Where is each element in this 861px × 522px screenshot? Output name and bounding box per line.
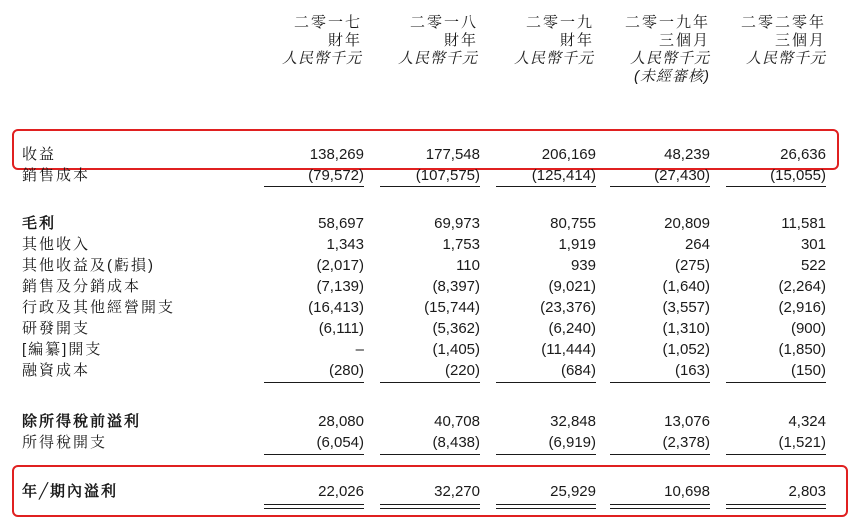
subtotal-rule — [264, 382, 364, 383]
cell-value: (16,413) — [308, 299, 364, 316]
cell-value: 20,809 — [664, 215, 710, 232]
row-label: 融資成本 — [22, 362, 91, 379]
cell-value: 58,697 — [318, 215, 364, 232]
table-row-redacted-expenses — [0, 340, 861, 360]
cell-value: (11,444) — [541, 341, 596, 358]
row-label: 除所得稅前溢利 — [22, 413, 142, 430]
cell-value: 10,698 — [664, 483, 710, 500]
table-row-profit-for-period — [0, 482, 861, 502]
cell-value: 264 — [684, 236, 710, 253]
cell-value: (2,916) — [778, 299, 826, 316]
cell-value: 177,548 — [425, 146, 480, 163]
header-line1: 二零二零年 — [740, 14, 826, 31]
cell-value: 138,269 — [309, 146, 364, 163]
header-unit: 人民幣千元 — [513, 50, 594, 67]
cell-value: 4,324 — [788, 413, 826, 430]
cell-value: (1,310) — [662, 320, 710, 337]
cell-value: 301 — [800, 236, 826, 253]
cell-value: 1,919 — [558, 236, 596, 253]
cell-value: 1,753 — [442, 236, 480, 253]
table-row-profit-before-tax — [0, 412, 861, 432]
header-line2: 財年 — [327, 32, 362, 49]
cell-value: 28,080 — [318, 413, 364, 430]
cell-value: (6,111) — [318, 320, 364, 337]
column-header-fy2019 — [476, 14, 594, 68]
subtotal-rule — [610, 454, 710, 455]
total-double-rule — [380, 504, 480, 509]
row-label: 其他收入 — [22, 236, 91, 253]
header-unit: 人民幣千元 — [281, 50, 362, 67]
cell-value: (280) — [328, 362, 364, 379]
cell-value: (27,430) — [654, 167, 710, 184]
row-label: 銷售及分銷成本 — [22, 278, 142, 295]
subtotal-rule — [380, 382, 480, 383]
subtotal-rule — [264, 186, 364, 187]
row-label: 研發開支 — [22, 320, 91, 337]
cell-value: 1,343 — [326, 236, 364, 253]
cell-value: (79,572) — [308, 167, 364, 184]
cell-value: (9,021) — [548, 278, 596, 295]
table-row-revenue — [0, 145, 861, 165]
cell-value: (1,850) — [778, 341, 826, 358]
cell-value: (900) — [790, 320, 826, 337]
cell-value: (15,744) — [424, 299, 480, 316]
cell-value: 32,270 — [434, 483, 480, 500]
row-label: 毛利 — [22, 215, 57, 232]
table-row-rd-expenses — [0, 319, 861, 339]
row-label: 其他收益及(虧損) — [22, 257, 155, 274]
table-row-income-tax — [0, 433, 861, 453]
cell-value: (6,919) — [548, 434, 596, 451]
cell-value: (8,397) — [432, 278, 480, 295]
cell-value: 13,076 — [664, 413, 710, 430]
cell-value: 32,848 — [550, 413, 596, 430]
cell-value: (1,405) — [432, 341, 480, 358]
row-label: 銷售成本 — [22, 167, 91, 184]
cell-value: (125,414) — [531, 167, 596, 184]
header-line2: 三個月 — [658, 32, 710, 49]
subtotal-rule — [610, 186, 710, 187]
table-row-other-gains-losses — [0, 256, 861, 276]
cell-value: (6,240) — [548, 320, 596, 337]
cell-value: (275) — [674, 257, 710, 274]
table-row-cost-of-sales — [0, 166, 861, 186]
cell-value: (107,575) — [415, 167, 480, 184]
cell-value: (1,052) — [662, 341, 710, 358]
cell-value: 25,929 — [550, 483, 596, 500]
column-header-3m2019 — [592, 14, 710, 86]
total-double-rule — [264, 504, 364, 509]
cell-value: 110 — [456, 257, 480, 274]
cell-value: (684) — [560, 362, 596, 379]
cell-value: (6,054) — [316, 434, 364, 451]
cell-value: 522 — [800, 257, 826, 274]
cell-value: 2,803 — [788, 483, 826, 500]
cell-value: (5,362) — [432, 320, 480, 337]
row-label: [編纂]開支 — [22, 341, 103, 358]
table-row-finance-costs — [0, 361, 861, 381]
total-double-rule — [610, 504, 710, 509]
cell-value: 69,973 — [434, 215, 480, 232]
cell-value: (220) — [444, 362, 480, 379]
cell-value: (2,017) — [316, 257, 364, 274]
table-row-admin-expenses — [0, 298, 861, 318]
subtotal-rule — [496, 454, 596, 455]
row-label: 行政及其他經營開支 — [22, 299, 176, 316]
cell-value: (3,557) — [662, 299, 710, 316]
cell-value: 26,636 — [780, 146, 826, 163]
cell-value: 80,755 — [550, 215, 596, 232]
cell-value: (8,438) — [432, 434, 480, 451]
header-line2: 財年 — [443, 32, 478, 49]
total-double-rule — [726, 504, 826, 509]
subtotal-rule — [726, 382, 826, 383]
subtotal-rule — [380, 186, 480, 187]
column-header-fy2018 — [360, 14, 478, 68]
cell-value: 206,169 — [541, 146, 596, 163]
column-header-fy2017 — [244, 14, 362, 68]
cell-value: (1,640) — [662, 278, 710, 295]
subtotal-rule — [496, 382, 596, 383]
cell-value: – — [355, 341, 364, 358]
cell-value: (15,055) — [770, 167, 826, 184]
header-line1: 二零一九年 — [624, 14, 710, 31]
cell-value: 48,239 — [664, 146, 710, 163]
header-unit: 人民幣千元 — [397, 50, 478, 67]
row-label: 收益 — [22, 146, 57, 163]
subtotal-rule — [264, 454, 364, 455]
header-unit: 人民幣千元 — [745, 50, 826, 67]
cell-value: (2,378) — [662, 434, 710, 451]
cell-value: (150) — [790, 362, 826, 379]
table-row-gross-profit — [0, 214, 861, 234]
cell-value: 939 — [570, 257, 596, 274]
cell-value: (7,139) — [316, 278, 364, 295]
subtotal-rule — [380, 454, 480, 455]
cell-value: (2,264) — [778, 278, 826, 295]
subtotal-rule — [726, 454, 826, 455]
total-double-rule — [496, 504, 596, 509]
subtotal-rule — [496, 186, 596, 187]
header-unit: 人民幣千元 — [629, 50, 710, 67]
table-row-other-income — [0, 235, 861, 255]
column-header-3m2020 — [708, 14, 826, 68]
header-line1: 二零一八 — [409, 14, 478, 31]
cell-value: 22,026 — [318, 483, 364, 500]
cell-value: 11,581 — [781, 215, 826, 232]
cell-value: 40,708 — [434, 413, 480, 430]
row-label: 年╱期內溢利 — [22, 483, 119, 500]
row-label: 所得稅開支 — [22, 434, 108, 451]
subtotal-rule — [726, 186, 826, 187]
cell-value: (23,376) — [540, 299, 596, 316]
subtotal-rule — [610, 382, 710, 383]
table-row-selling-distribution — [0, 277, 861, 297]
cell-value: (163) — [674, 362, 710, 379]
cell-value: (1,521) — [778, 434, 826, 451]
header-line1: 二零一七 — [293, 14, 362, 31]
header-line2: 財年 — [559, 32, 594, 49]
header-line1: 二零一九 — [525, 14, 594, 31]
header-line2: 三個月 — [774, 32, 826, 49]
header-note-unaudited: (未經審核) — [634, 68, 710, 85]
